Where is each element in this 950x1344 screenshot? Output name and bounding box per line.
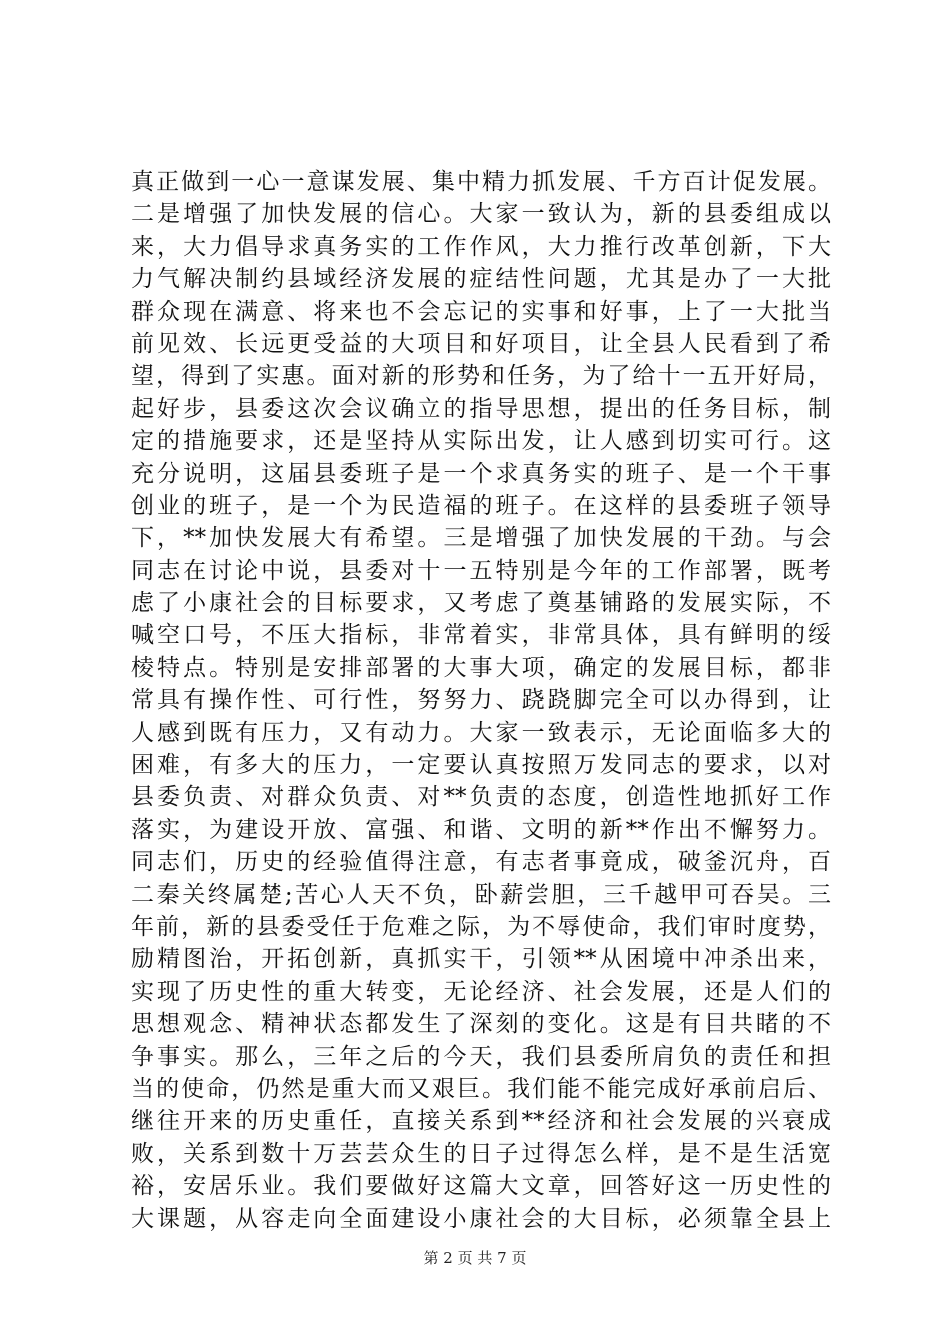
text-line: 二是增强了加快发展的信心。大家一致认为，新的县委组成以 <box>131 201 831 228</box>
text-line: 创业的班子，是一个为民造福的班子。在这样的县委班子领导 <box>131 492 831 519</box>
text-line: 常具有操作性、可行性，努努力、跷跷脚完全可以办得到，让 <box>131 687 831 714</box>
text-line: 起好步，县委这次会议确立的指导思想，提出的任务目标，制 <box>131 395 831 422</box>
text-line: 望，得到了实惠。面对新的形势和任务，为了给十一五开好局， <box>131 363 831 390</box>
text-line: 年前，新的县委受任于危难之际，为不辱使命，我们审时度势， <box>131 913 831 940</box>
text-line: 二秦关终属楚;苦心人天不负，卧薪尝胆，三千越甲可吞吴。三 <box>131 881 831 908</box>
text-line: 争事实。那么，三年之后的今天，我们县委所肩负的责任和担 <box>131 1043 831 1070</box>
text-line: 思想观念、精神状态都发生了深刻的变化。这是有目共睹的不 <box>131 1011 831 1038</box>
page-number-footer: 第 2 页 共 7 页 <box>423 1249 527 1267</box>
text-line: 棱特点。特别是安排部署的大事大项，确定的发展目标，都非 <box>131 654 831 681</box>
document-body <box>131 166 831 1235</box>
text-line: 大课题，从容走向全面建设小康社会的大目标，必须靠全县上 <box>131 1205 831 1232</box>
text-line: 人感到既有压力，又有动力。大家一致表示，无论面临多大的 <box>131 719 831 746</box>
text-line: 县委负责、对群众负责、对**负责的态度，创造性地抓好工作 <box>131 784 831 811</box>
text-line: 落实，为建设开放、富强、和谐、文明的新**作出不懈努力。 <box>131 816 831 843</box>
text-line: 群众现在满意、将来也不会忘记的实事和好事，上了一大批当 <box>131 298 831 325</box>
text-line: 败，关系到数十万芸芸众生的日子过得怎么样，是不是生活宽 <box>131 1140 831 1167</box>
text-line: 喊空口号，不压大指标，非常着实，非常具体，具有鲜明的绥 <box>131 622 831 649</box>
text-line: 充分说明，这届县委班子是一个求真务实的班子、是一个干事 <box>131 460 831 487</box>
text-line: 真正做到一心一意谋发展、集中精力抓发展、千方百计促发展。 <box>131 169 831 195</box>
text-line: 力气解决制约县域经济发展的症结性问题，尤其是办了一大批 <box>131 266 831 293</box>
text-line: 继往开来的历史重任，直接关系到**经济和社会发展的兴衰成 <box>131 1108 831 1135</box>
text-line: 实现了历史性的重大转变，无论经济、社会发展，还是人们的 <box>131 978 831 1005</box>
text-line: 励精图治，开拓创新，真抓实干，引领**从困境中冲杀出来， <box>131 946 831 973</box>
text-line: 裕，安居乐业。我们要做好这篇大文章，回答好这一历史性的 <box>131 1173 831 1200</box>
text-line: 同志在讨论中说，县委对十一五特别是今年的工作部署，既考 <box>131 557 831 584</box>
text-line: 前见效、长远更受益的大项目和好项目，让全县人民看到了希 <box>131 330 831 357</box>
text-line: 来，大力倡导求真务实的工作作风，大力推行改革创新，下大 <box>131 233 831 260</box>
text-line: 当的使命，仍然是重大而又艰巨。我们能不能完成好承前启后、 <box>131 1075 831 1102</box>
text-line: 定的措施要求，还是坚持从实际出发，让人感到切实可行。这 <box>131 428 831 455</box>
text-line: 同志们，历史的经验值得注意，有志者事竟成，破釜沉舟，百 <box>131 849 831 876</box>
text-line: 下，**加快发展大有希望。三是增强了加快发展的干劲。与会 <box>131 525 831 552</box>
text-line: 虑了小康社会的目标要求，又考虑了奠基铺路的发展实际，不 <box>131 590 831 617</box>
text-line: 困难，有多大的压力，一定要认真按照万发同志的要求，以对 <box>131 752 831 779</box>
